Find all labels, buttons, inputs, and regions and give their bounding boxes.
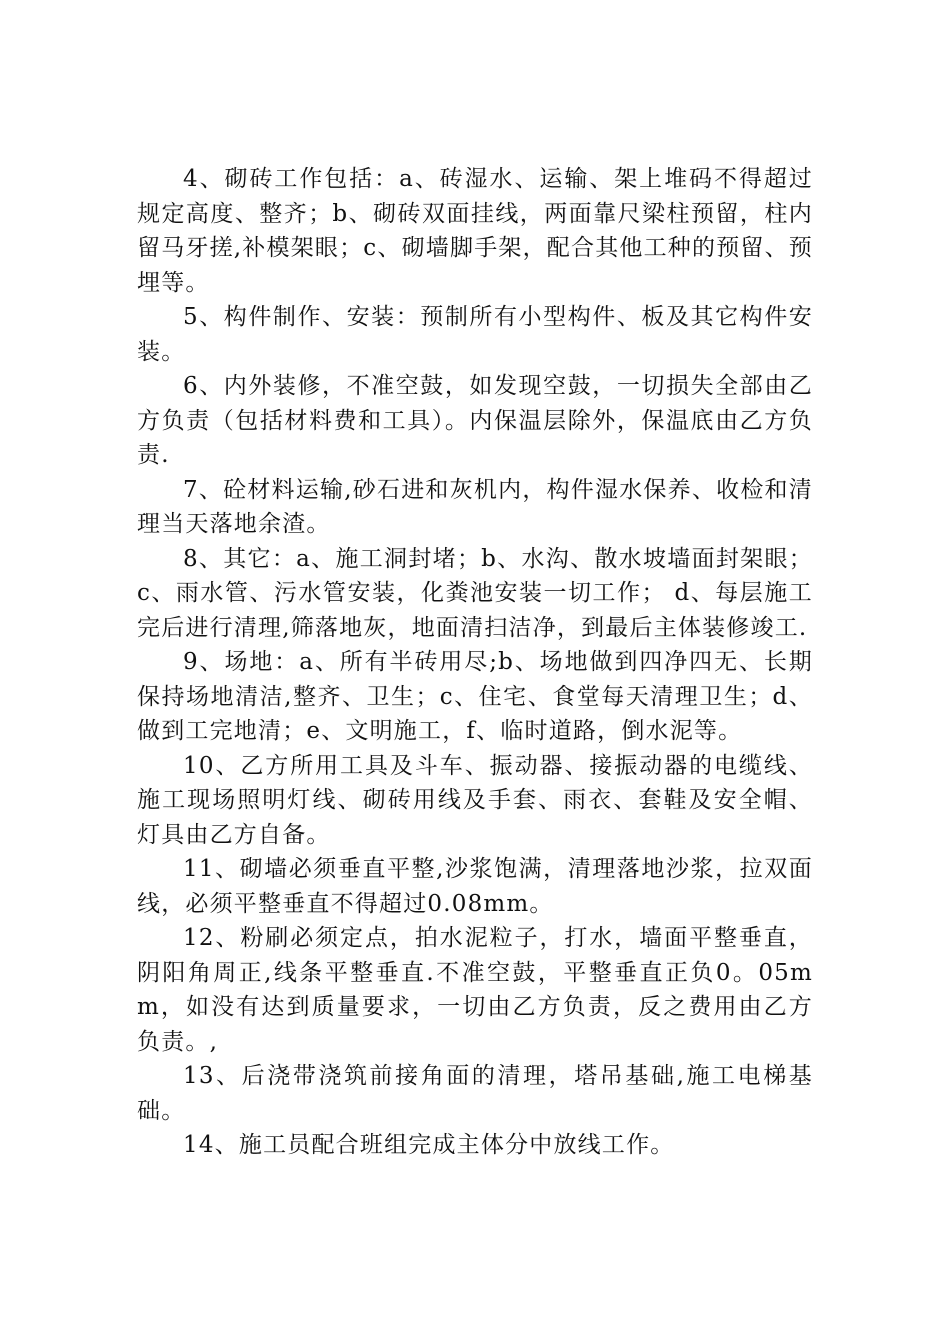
paragraph-item-10: 10、乙方所用工具及斗车、振动器、接振动器的电缆线、施工现场照明灯线、砌砖用线及手套、雨衣、套鞋及安全帽、灯具由乙方自备。 xyxy=(137,752,813,848)
paragraph-item-11: 11、砌墙必须垂直平整,沙浆饱满，清理落地沙浆，拉双面线，必须平整垂直不得超过0.08mm。 xyxy=(137,856,813,917)
paragraph-item-14: 14、施工员配合班组完成主体分中放线工作。 xyxy=(183,1132,675,1158)
paragraph-item-5: 5、构件制作、安装：预制所有小型构件、板及其它构件安装。 xyxy=(137,304,813,365)
paragraph-item-9: 9、场地：a、所有半砖用尽;b、场地做到四净四无、长期保持场地清洁,整齐、卫生；c、住宅、食堂每天清理卫生；d、做到工完地清；e、文明施工，f、临时道路，倒水泥等。 xyxy=(137,649,813,744)
paragraph-item-12: 12、粉刷必须定点，拍水泥粒子，打水，墙面平整垂直，阴阳角周正,线条平整垂直.不准空鼓，平整垂直正负0。05mm，如没有达到质量要求，一切由乙方负责，反之费用由乙方负责。, xyxy=(137,925,813,1055)
paragraph-item-7: 7、砼材料运输,砂石进和灰机内，构件湿水保养、收检和清理当天落地余渣。 xyxy=(137,476,813,537)
paragraph-item-8: 8、其它：a、施工洞封堵；b、水沟、散水坡墙面封架眼；c、雨水管、污水管安装，化粪池安装一切工作； d、每层施工完后进行清理,筛落地灰，地面清扫洁净，到最后主体装修竣工. xyxy=(137,545,813,641)
paragraph-item-13: 13、后浇带浇筑前接角面的清理，塔吊基础,施工电梯基础。 xyxy=(137,1063,813,1124)
paragraph-item-6: 6、内外装修，不准空鼓，如发现空鼓，一切损失全部由乙方负责（包括材料费和工具）。内保温层除外，保温底由乙方负责. xyxy=(137,373,813,468)
paragraph-item-4: 4、砌砖工作包括：a、砖湿水、运输、架上堆码不得超过规定高度、整齐；b、砌砖双面挂线，两面靠尺梁柱预留，柱内留马牙搓,补模架眼；c、砌墙脚手架，配合其他工种的预留、预埋等。 xyxy=(137,166,813,296)
document-body xyxy=(137,162,813,1163)
